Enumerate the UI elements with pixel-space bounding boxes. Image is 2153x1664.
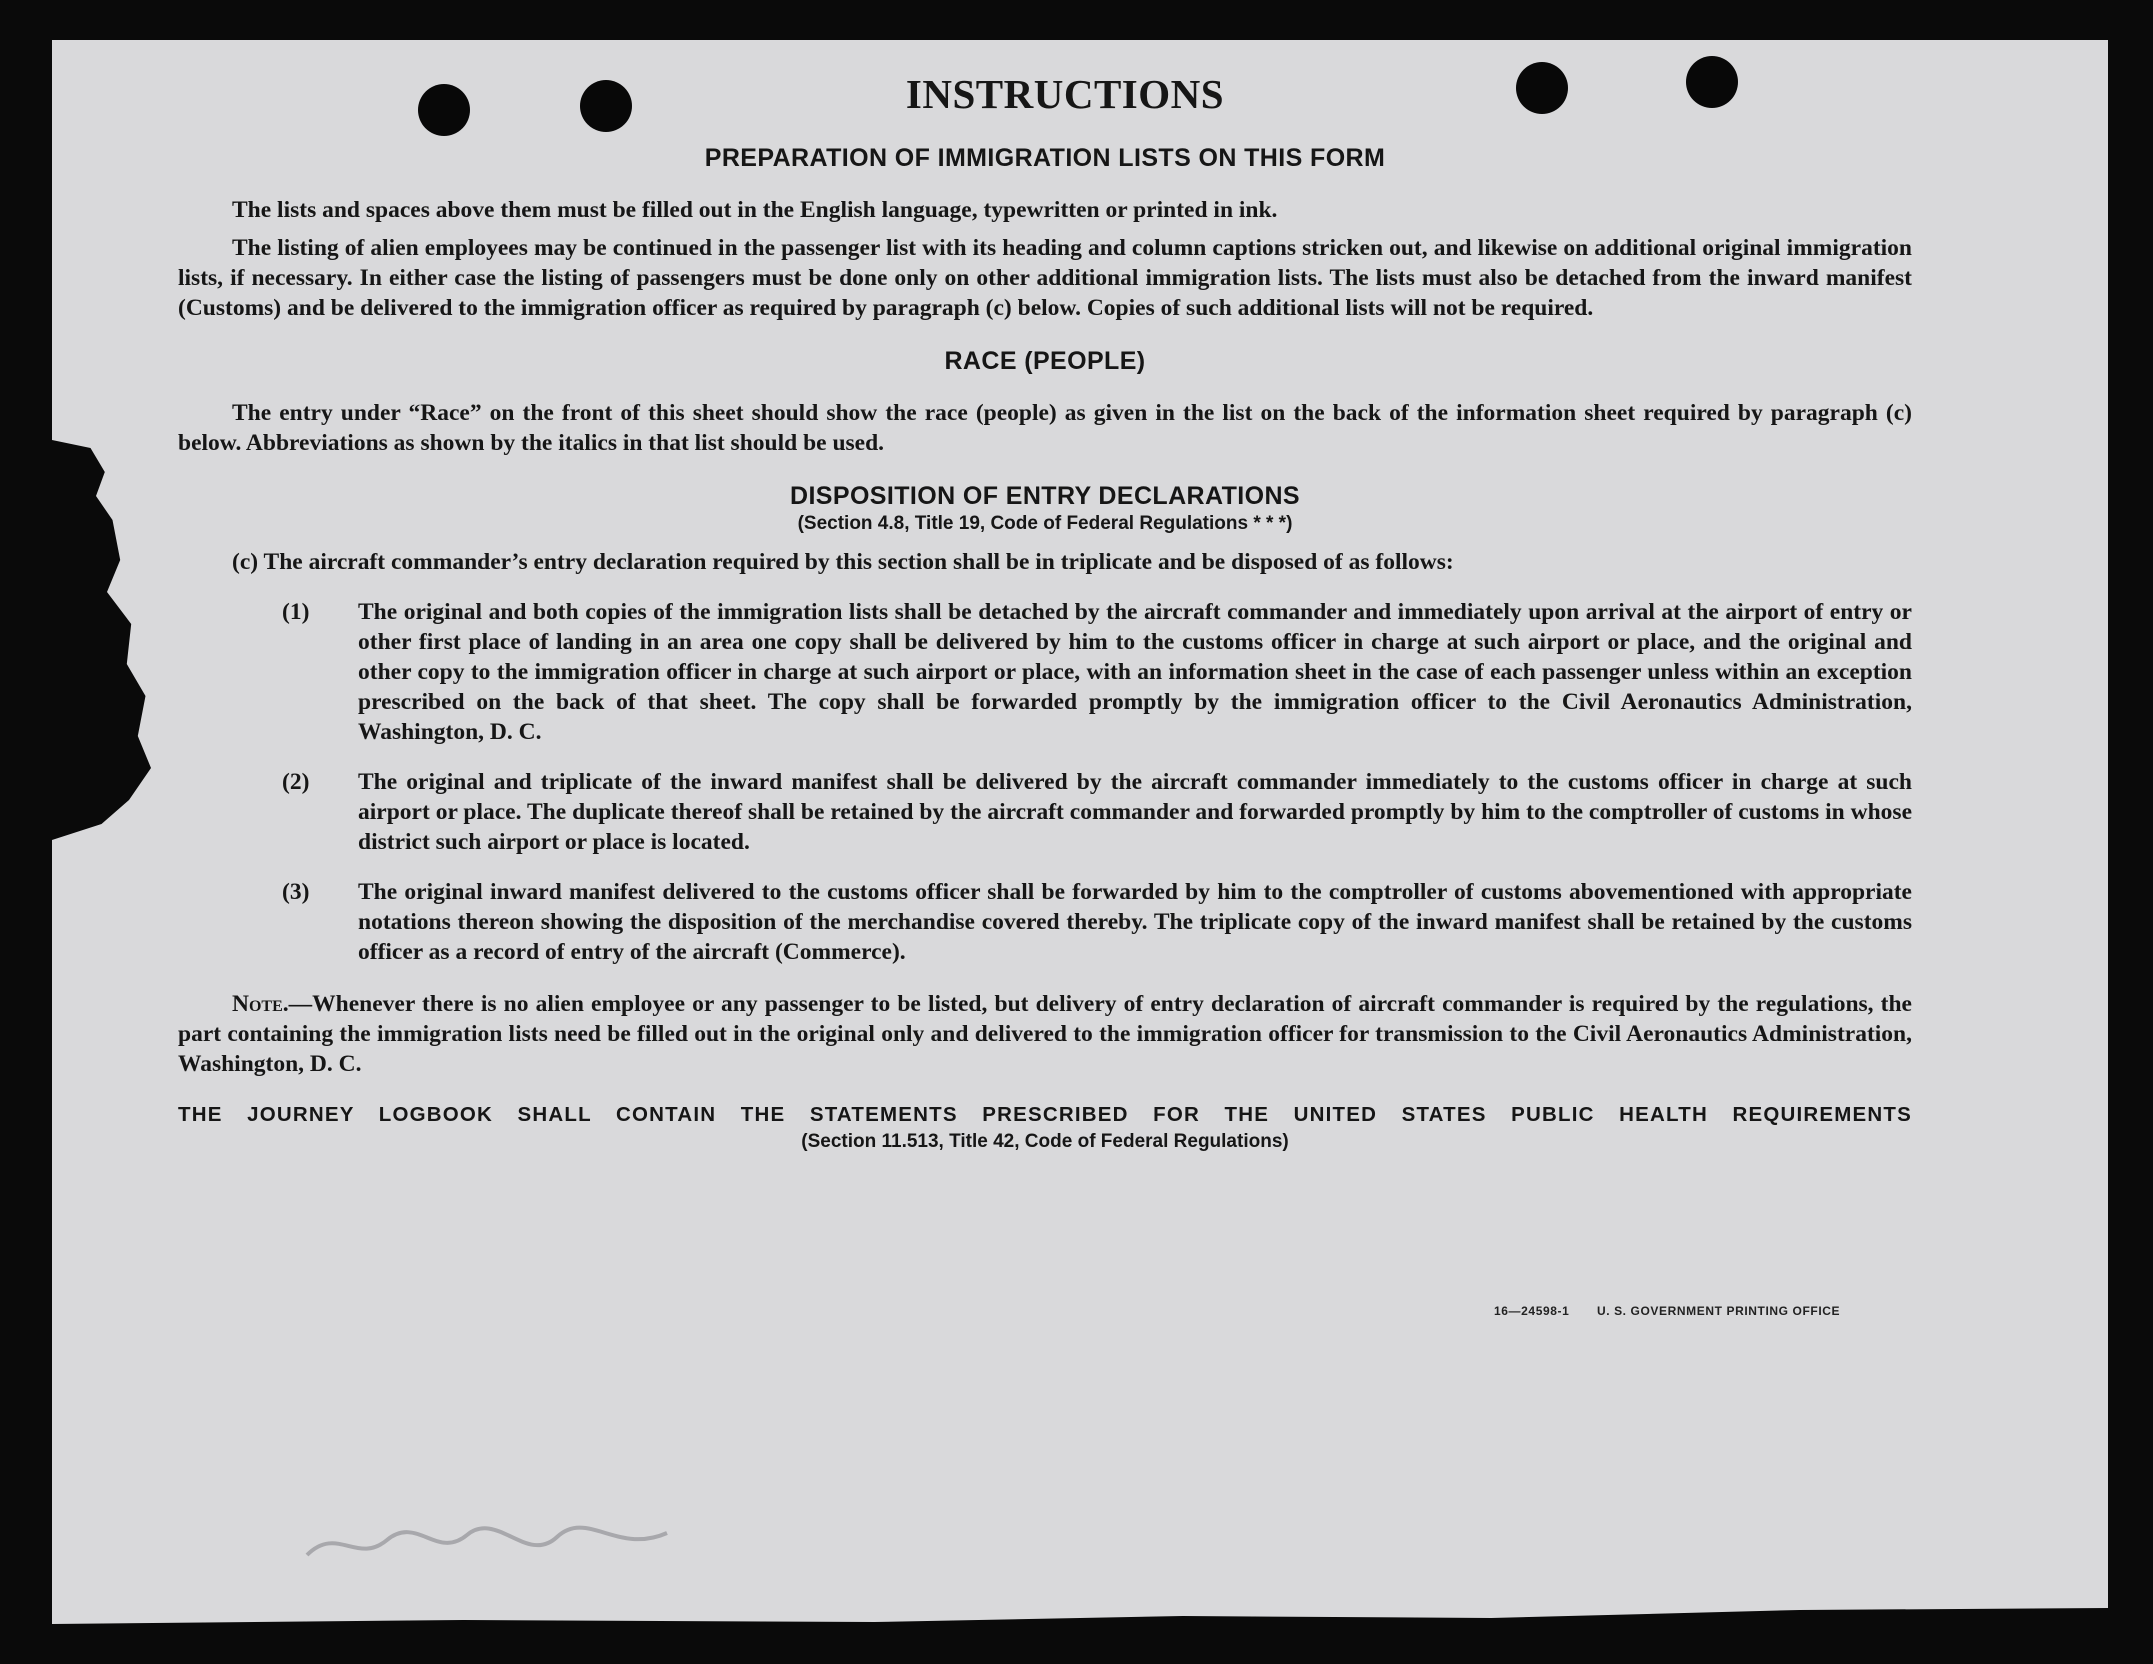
paragraph: The entry under “Race” on the front of this sheet should show the race (people) as given in the list on the back of the information sheet required by paragraph (c) below. Abbreviations as shown by the italics in that list should be used. [178,400,1912,456]
form-footer [1494,1304,1840,1318]
section-heading-preparation: PREPARATION OF IMMIGRATION LISTS ON THIS FORM [704,144,1386,172]
paragraph: The listing of alien employees may be continued in the passenger list with its heading and column captions stricken out, and likewise on additional original immigration lists, if necessary. In either case the listing of passengers must be done only on other additional immigration lists. The lists must also be detached from the inward manifest (Customs) and be delivered to the immigration officer as required by paragraph (c) below. Copies of such additional lists will not be required. [178,235,1912,321]
printer-imprint: U. S. GOVERNMENT PRINTING OFFICE [1596,1304,1841,1318]
section-citation: (Section 4.8, Title 19, Code of Federal Regulations * * *) [797,513,1293,534]
signature-bleedthrough [297,1515,677,1575]
instructions-content [178,70,1912,1153]
note-paragraph [178,989,1912,1079]
form-number: 16—24598-1 [1494,1304,1570,1318]
paragraph-c: (c) The aircraft commander’s entry declaration required by this section shall be in triplicate and be disposed of as follows: [232,549,1454,575]
list-item [178,767,1912,857]
list-item [178,597,1912,747]
section-heading-race: RACE (PEOPLE) [944,347,1146,375]
page-title: INSTRUCTIONS [905,71,1225,117]
section-heading-disposition: DISPOSITION OF ENTRY DECLARATIONS [790,482,1300,510]
paragraph: The lists and spaces above them must be filled out in the English language, typewritten or printed in ink. [232,197,1278,223]
note-label: Note. [232,991,289,1017]
torn-bottom-edge [52,1600,2108,1640]
note-text: —Whenever there is no alien employee or any passenger to be listed, but delivery of entry declaration of aircraft commander is required by the regulations, the part containing the immigration lists need be filled out in the original only and delivered to the immigration officer for transmission to the Civil Aeronautics Administration, Washington, D. C. [178,991,1912,1077]
list-item [178,877,1912,967]
health-citation: (Section 11.513, Title 42, Code of Federal Regulations) [801,1131,1289,1152]
list-item-number: (2) [282,769,310,795]
list-item-text: The original and triplicate of the inward manifest shall be delivered by the aircraft commander immediately to the customs officer in charge at such airport or place. The duplicate thereof shall be retained by the aircraft commander and forwarded promptly by him to the comptroller of customs in whose district such airport or place is located. [358,769,1912,855]
list-item-number: (1) [282,599,310,625]
torn-edge [52,440,162,840]
list-item-text: The original inward manifest delivered to the customs officer shall be forwarded by him to the comptroller of customs abovementioned with appropriate notations thereon showing the disposition of the merchandise covered thereby. The triplicate copy of the inward manifest shall be retained by the customs officer as a record of entry of the aircraft (Commerce). [358,879,1912,965]
list-item-text: The original and both copies of the immigration lists shall be detached by the aircraft commander and immediately upon arrival at the airport of entry or other first place of landing in an area one copy shall be delivered by him to the customs officer in charge at such airport or place, and the original and other copy to the immigration officer in charge at such airport or place, with an information sheet in the case of each passenger unless within an exception prescribed on the back of that sheet. The copy shall be forwarded promptly by the immigration officer to the Civil Aeronautics Administration, Washington, D. C. [358,599,1912,745]
health-requirements-line: THE JOURNEY LOGBOOK SHALL CONTAIN THE STATEMENTS PRESCRIBED FOR THE UNITED STATES PUBLIC HEALTH REQUIREMENTS [178,1103,1912,1126]
list-item-number: (3) [282,879,310,905]
